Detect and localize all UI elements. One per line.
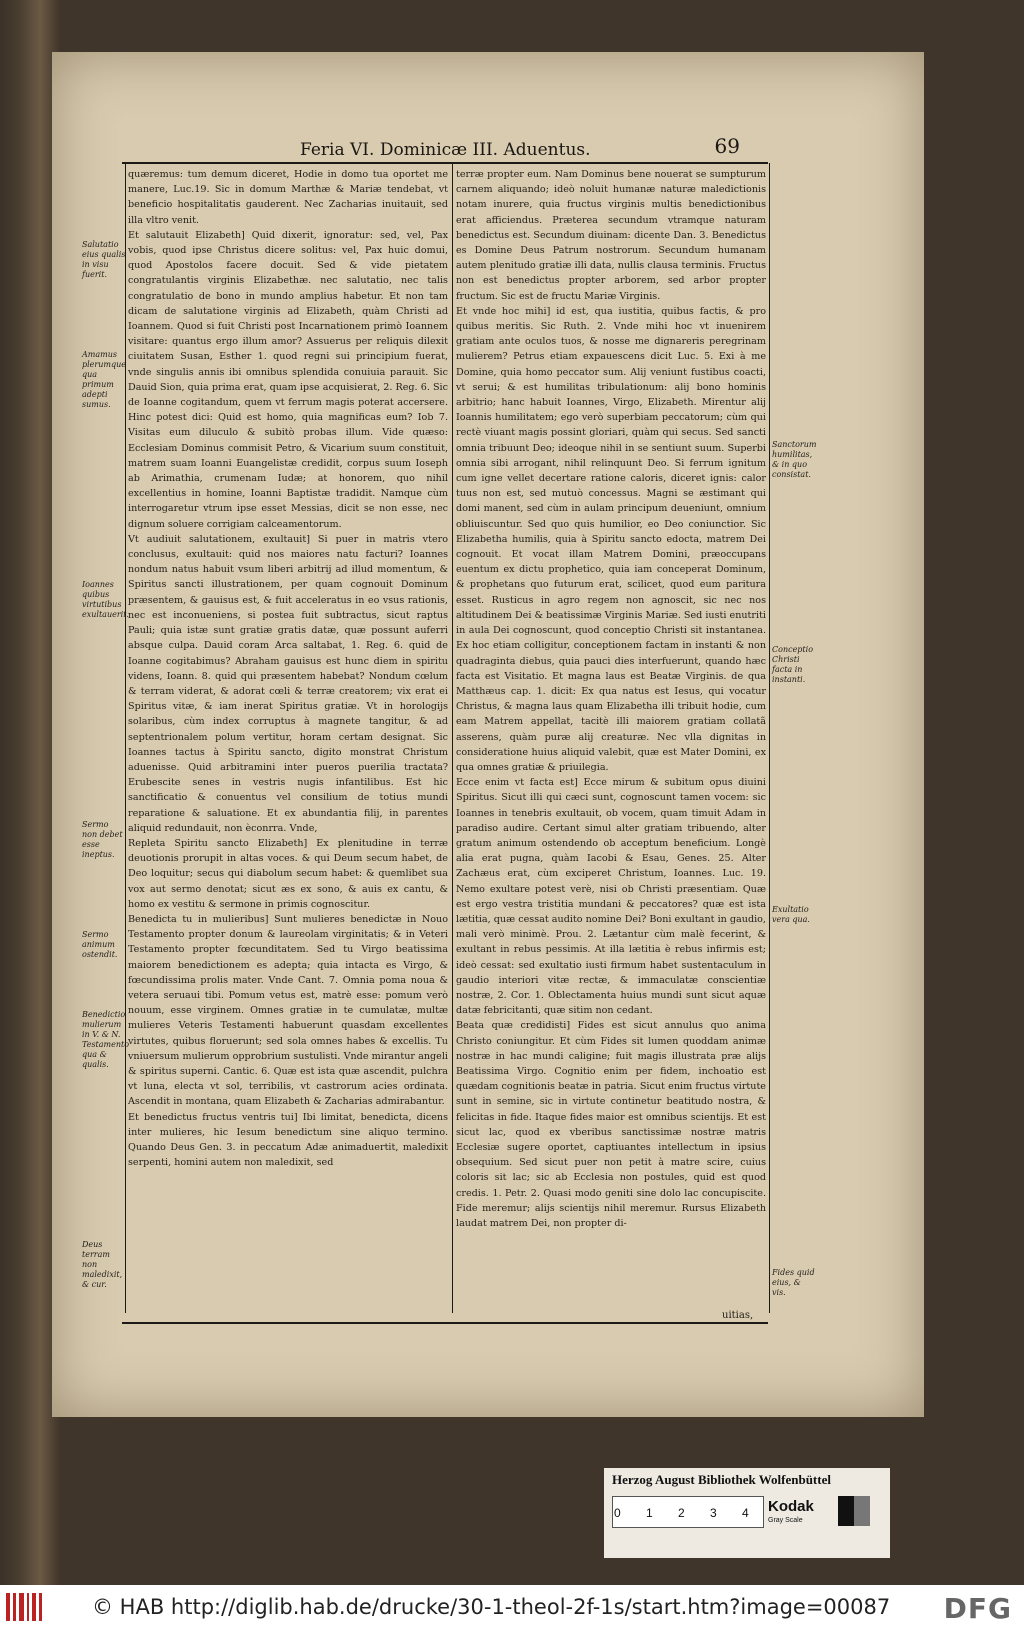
footer-bar [0,1585,1024,1631]
catchword: uitias, [722,1310,754,1321]
page-header [300,134,770,162]
scale-tick: 1 [646,1506,653,1520]
paragraph: Beata quæ credidisti] Fides est sicut annulus quo anima Christo coniungitur. Et cùm Fides sit lumen quoddam animæ nostræ in hac mundi caligine; fuit magis illustrata præ alijs Beatissima Virgo. Cognitio enim per fidem, inchoatio est quædam cognitionis beatæ in patria. Sicut enim fructus virtute sunt in semine, sic in virtute continetur beatitudo nostra, & felicitas in fide. Itaque fides maior est omnibus scientijs. Et est sicut lac, quod ex vberibus sanctissimæ nostræ matris Ecclesiæ sugere oportet, captiuantes intellectum in ipsius obsequium. Sed sicut puer non petit à matre scire, cuius coloris sit lac; sic ab Ecclesia non postules, quid est quod credis. 1. Petr. 2. Quasi modo geniti sine dolo lac concupiscite. Fide meremur; alijs scientijs nihil meremur. Rursus Elizabeth laudat matrem Dei, non propter di- [456,1020,766,1230]
paragraph: Et benedictus fructus ventris tui] Ibi limitat, benedicta, dicens inter mulieres, hic Iesum benedictum sine aliquo termino. Quando Deus Gen. 3. in peccatum Adæ animaduertit, maledixit serpenti, homini autem non maledixit, sed [128,1111,448,1169]
library-label: Herzog August Bibliothek Wolfenbüttel [612,1472,831,1487]
paragraph: Benedicta tu in mulieribus] Sunt mulieres benedictæ in Nouo Testamento propter donum & laureolam virginitatis; & in Veteri Testamento propter fœcunditatem. Sed tu Virgo beatissima maiorem benedictionem es adepta; quia intacta es Virgo, & fœcundissima prolis mater. Vnde Cant. 7. Omnia poma noua & vetera seruaui tibi. Pomum vetus est, matrè esse: pomum verò nouum, esse virginem. Omnes gratiæ in te cumulatæ, multæ mulieres Veteris Testamenti habuerunt quasdam excellentes virtutes, quibus floruerunt; sed sola omnes habes & excellis. Tu vniuersum mulierum opprobrium sustulisti. Vnde mirantur angeli & spiritus superni. Cantic. 6. Quæ est ista quæ ascendit, pulchra vt luna, electa vt sol, terribilis, vt castrorum acies ordinata. Ascendit in montana, quam Elizabeth & Zacharias admirabantur. [128,913,448,1108]
margin-note: Deus terram non maledixit, & cur. [82,1240,123,1289]
margin-note: Sermo animum ostendit. [82,930,118,959]
grayscale-label: Gray Scale [768,1517,803,1524]
gray-patch-black [838,1496,854,1526]
gray-patch-mid [854,1496,870,1526]
column-divider [452,163,453,1313]
library-scale-card [604,1468,890,1558]
paragraph: Vt audiuit salutationem, exultauit] Si puer in matris vtero conclusus, exultauit: quid nos maiores natu facturi? Ioannes nondum natus habuit vsum liberi arbitrij ad illud momentum, & Spiritus sancti illustrationem, per quam cognouit Dominum præsentem, & gauisus est, & fuit acceleratus in eo vsus rationis, nec est inconueniens, si postea fuit subtractus, sicut raptus Pauli; quia istæ sunt gratiæ gratis datæ, quæ possunt auferri absque culpa. Dauid coram Arca saltabat, 1. Reg. 6. quid de Ioanne cogitabimus? Abraham gauisus est hunc diem in spiritu videns, Ioann. 8. quid qui præsentem habebat? Nondum cœlum & terram viderat, & adorat cœli & terræ creatorem; vix erat ei Spiritus vitæ, & iam inerat Spiritus gratiæ. Vt in horologijs solaribus, cùm index corruptus à magnete tangitur, & ad septentrionalem polum vertitur, horam certam designat. Sic Ioannes tactus à Spiritu sancto, digito monstrat Christum aduenisse. Quid arbitramini inter pueros puerilia tractata? Erubescite senes in vestris nugis infantilibus. Est hic sanctificatio & conuentus vel consilium de totius mundi reparatione & saluatione. Et ex abundantia filij, in parentes aliquid redundauit, non èconrra. Vnde, [128,533,448,834]
dfg-logo: DFG [943,1592,1012,1625]
running-title: Feria VI. Dominicæ III. Aduentus. [300,140,591,160]
scale-tick: 2 [678,1506,685,1520]
right-margin-rule [769,163,770,1313]
paragraph: Et vnde hoc mihi] id est, qua iustitia, quibus factis, & pro quibus meritis. Sic Ruth. 2. Vnde mihi hoc vt inuenirem gratiam ante oculos tuos, & nosse me dignareris peregrinam mulierem? Petrus etiam expauescens dicit Luc. 5. Exi à me Domine, quia homo peccator sum. Alij veniunt fustibus coacti, vt serui; & est humilitas tribulationum: alij bono hominis arbitrio; hanc habuit Ioannes, Virgo, Elizabeth. Mirentur alij Ioannis humilitatem; ego verò superbiam peccatorum; cùm qui rectè viuant magis possint gloriari, quàm qui secus. Sed sancti omnia tribuunt Deo; ideoque nihil in se sentiunt suum. Superbi omnia sibi arrogant, nihil relinquunt Deo. Si ferrum ignitum cum igne vellet decertare ratione caloris, diceret ignis: calor tuus non est, sed mutuò concessus. Magni se æstimant qui domi manent, sed cùm in aulam principum deueniunt, omnium obliuiscuntur. Sed quo quis humilior, eo Deo coniunctior. Sic Elizabetha humilis, quia à Spiritu sancto edocta, matrem Dei cognouit. Et vocat illam Matrem Domini, præoccupans euentum ex dictu prophetico, quia iam conceperat Dominum, & prophetans quo futurum erat, scilicet, quod eum paritura esset. Rusticus in agro regem non agnoscit, sic nec nos altitudinem Dei & beatissimæ Virginis Mariæ. Sed iusti enutriti in aula Dei cognoscunt, quod conceptio Christi sit instantanea. Ex hoc etiam colligitur, conceptionem factam in instanti & non quadraginta diebus, quia pauci dies interfuerunt, quando hæc facta est Visitatio. Et magna laus est Beatæ Virginis. de qua Matthæus cap. 1. dicit: Ex qua natus est Iesus, qui vocatur Christus, & magna laus quam Elizabetha illi tribuit hodie, cum eam Matrem appellat, tacitè illi maiorem gratiam collatã asserens, quàm puræ alij creaturæ. Nec vlla dignitas in consideratione huius aliquid valebit, quæ est Mater Domini, ex qua omnes gratiæ & priuilegia. [456,305,766,773]
header-rule [122,162,768,164]
paragraph: Et salutauit Elizabeth] Quid dixerit, ignoratur: sed, vel, Pax vobis, quod ipse Christus dicere solitus: vel, Pax huic domui, quod Apostolos facere docuit. Sed & vide pietatem congratulantis virginis Elizabethæ. nec salutatio, nec talis congratulatio de bono in mundo amplius habetur. Et non tam dicam de salutatione virginis ad Elizabeth, quàm Christi ad Ioannem. Quod si fuit Christi post Incarnationem primò Ioannem visitare: quantus ergo illum amor? Assuerus per reliquis dilexit ciuitatem Susan, Esther 1. quod regni sui principium fuerat, vnde singulis annis ibi omnibus splendida conuiuia parauit. Sic Dauid Sion, quia prima erat, quam ipse acquisierat, 2. Reg. 6. Sic de Ioanne cogitandum, quem vt ferrum magis poterat accersere. Hinc potest dici: Quid est homo, quia magnificas eum? Iob 7. Visitas eum diluculo & subitò probas illum. Vide quæso: Ecclesiam Dominus commisit Petro, & Vicarium suum constituit, matrem suam Ioanni Euangelistæ credidit, corpus suum Ioseph ab Arimathia, crumenam Iudæ; at honorem, quo nihil excellentius in homine, Ioanni Baptistæ tradidit. Namque cùm interrogaretur vtrum ipse esset Messias, dicit se non esse, nec dignum soluere corrigiam calceamentorum. [128,229,448,530]
paragraph: quæremus: tum demum diceret, Hodie in domo tua oportet me manere, Luc.19. Sic in domum Marthæ & Mariæ tendebat, vt beneficio hospitalitatis gauderent. Nec Zacharias inuitauit, sed illa vltro venit. [128,169,448,226]
kodak-brand: Kodak [768,1498,814,1515]
margin-note: Conceptio Christi facta in instanti. [772,645,814,684]
margin-note: Exultatio vera qua. [772,905,810,924]
source-link[interactable]: © HAB http://diglib.hab.de/drucke/30-1-theol-2f-1s/start.htm?image=00087 [92,1595,891,1619]
margin-note: Amamus plerumque qua primum adepti sumus. [82,350,126,409]
page-number: 69 [714,134,740,158]
paragraph: Repleta Spiritu sancto Elizabeth] Ex plenitudine in terræ deuotionis prorupit in altas voces. & qui Deum secum habet, de Deo loquitur; secus qui diabolum secum habet: & quemlibet sua vox aut sermo denotat; sicut æs ex sono, & auis ex cantu, & homo ex vestitu & sermone in primis cognoscitur. [128,837,448,910]
margin-note: Fides quid eius, & vis. [772,1268,815,1297]
margin-note: Ioannes quibus virtutibus exultauerit. [82,580,129,619]
margin-note: Salutatio eius qualis in visu fuerit. [82,240,126,279]
footer-rule [122,1322,768,1324]
scale-tick: 0 [614,1506,621,1520]
paragraph: Ecce enim vt facta est] Ecce mirum & subitum opus diuini Spiritus. Sicut illi qui cæci sunt, cognoscunt tamen vocem: sic Ioannes in tenebris exultauit, ob vocem, quam timuit Adam in paradiso audire. Certant simul alter gratiam tribuendo, alter gratum animum ostendendo ob acceptum beneficium. Longè alia erat pugna, quàm Iacobi & Esau, Genes. 25. Alter Zachæus erat, cùm exciperet Christum, Ioannes. Luc. 19. Nemo exultare potest verè, nisi ob Christi præsentiam. Quæ est ergo vestra tristitia mundani & peccatores? quæ est ista lætitia, quæ cessat audito nomine Dei? Boni exultant in gaudio, mali verò minimè. Prou. 2. Lætantur cùm malè fecerint, & exultant in rebus pessimis. At illa lætitia è rebus infirmis est; ideò cessat: sed exultatio iusti firmum habet sustentaculum in gaudio interiori vitæ rectæ, & immaculatæ conscientiæ nostræ, 2. Cor. 1. Oblectamenta huius mundi sunt sicut aquæ datæ febricitanti, quæ sitim non cedant. [456,777,766,1017]
scale-tick: 4 [742,1506,749,1520]
margin-note: Benedictio mulierum in V. & N. Testamento qua & qualis. [82,1010,130,1069]
left-margin-rule [125,163,126,1313]
left-column [128,167,448,1307]
margin-note: Sanctorum humilitas, & in quo consistat. [772,440,817,479]
margin-note: Sermo non debet esse ineptus. [82,820,123,859]
right-column [456,167,766,1307]
paragraph: terræ propter eum. Nam Dominus bene nouerat se sumpturum carnem aliquando; ideò noluit humanæ naturæ maledictionis notam inurere, quia fructus virginis multis benedictionibus erat afficiendus. Præterea secundum vtramque naturam benedictus est. Secundum diuinam: dicente Dan. 3. Benedictus es Domine Deus Patrum nostrorum. Secundum humanam autem plenitudo gratiæ illi data, nullis clausa terminis. Fructus non est benedictus propter arborem, sed arbor propter fructum. Sic est de fructu Mariæ Virginis. [456,169,766,302]
scale-tick: 3 [710,1506,717,1520]
hab-barcode-icon [6,1593,42,1621]
